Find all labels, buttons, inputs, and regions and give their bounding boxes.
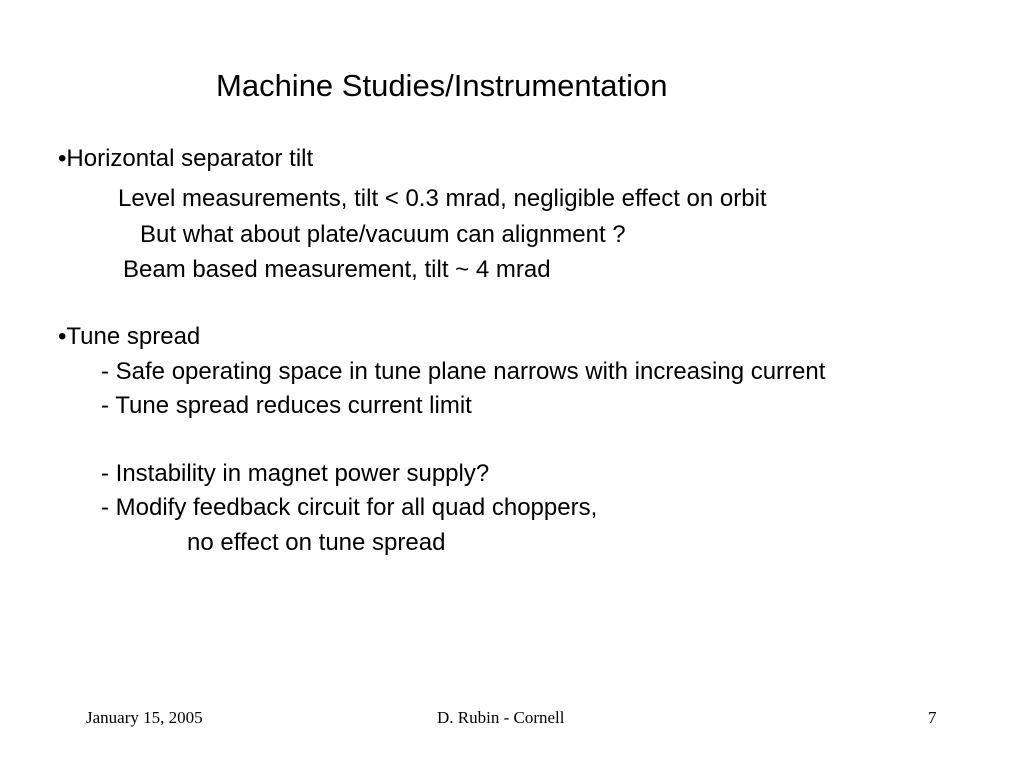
- bullet-line: no effect on tune spread: [187, 529, 446, 556]
- bullet-line: - Safe operating space in tune plane narrows with increasing current: [101, 358, 826, 385]
- bullet-line: Level measurements, tilt < 0.3 mrad, negligible effect on orbit: [118, 185, 767, 212]
- footer-page-number: 7: [928, 708, 937, 727]
- footer-date: January 15, 2005: [86, 708, 203, 727]
- bullet-line: But what about plate/vacuum can alignment ?: [140, 221, 626, 248]
- bullet-line: - Tune spread reduces current limit: [101, 392, 472, 419]
- footer-author: D. Rubin - Cornell: [437, 708, 565, 727]
- bullet-line: Beam based measurement, tilt ~ 4 mrad: [123, 256, 551, 283]
- bullet-heading: •Horizontal separator tilt: [58, 145, 314, 172]
- bullet-line: - Instability in magnet power supply?: [101, 460, 490, 487]
- bullet-line: - Modify feedback circuit for all quad choppers,: [101, 494, 598, 521]
- bullet-heading: •Tune spread: [58, 323, 201, 350]
- slide-title: Machine Studies/Instrumentation: [216, 68, 668, 103]
